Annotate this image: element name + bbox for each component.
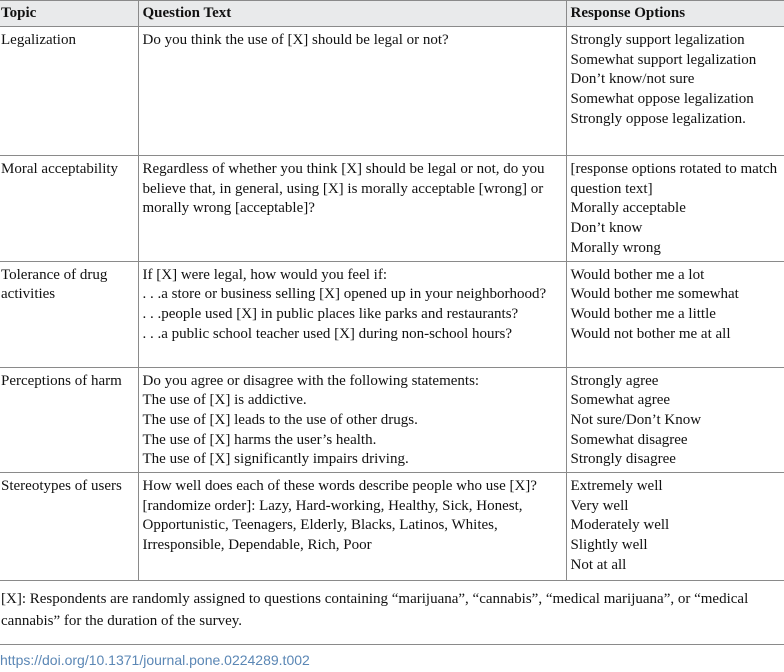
table-footnote: [X]: Respondents are randomly assigned to questions containing “marijuana”, “cannabis”, “medical marijuana”, or “medical cannabis” for the duration of the survey. [1, 591, 749, 629]
question-cell [138, 261, 566, 367]
question-line: Regardless of whether you think [X] should be legal or not, do you believe that, in general, using [X] is morally acceptable [wrong] or morally wrong [acceptable]? [142, 161, 545, 217]
question-cell [138, 473, 566, 581]
response-option: Somewhat support legalization [570, 51, 757, 68]
response-option: Somewhat agree [570, 392, 671, 409]
response-option: Strongly agree [570, 372, 659, 389]
response-option: Not sure/Don’t Know [570, 411, 702, 428]
topic-cell [0, 473, 138, 581]
response-option: Morally acceptable [570, 200, 686, 217]
topic-text: Stereotypes of users [1, 478, 122, 495]
response-option: Strongly oppose legalization. [570, 110, 746, 127]
question-line: The use of [X] leads to the use of other drugs. [142, 411, 418, 428]
response-option: Not at all [570, 556, 627, 573]
responses-cell [566, 27, 784, 156]
question-line: [randomize order]: Lazy, Hard-working, Healthy, Sick, Honest, Opportunistic, Teenagers, Elderly, Blacks, Latinos, Whites, Irresponsible, Dependable, Rich, Poor [142, 497, 523, 554]
response-option: Strongly support legalization [570, 32, 745, 48]
question-line: . . .people used [X] in public places like parks and restaurants? [142, 305, 519, 322]
response-option: Would bother me somewhat [570, 286, 739, 303]
question-line: How well does each of these words describe people who use [X]? [142, 478, 537, 495]
question-line: The use of [X] harms the user’s health. [142, 431, 377, 448]
response-option: Somewhat disagree [570, 431, 688, 448]
response-option: Extremely well [570, 478, 663, 495]
column-header-question: Question Text [138, 1, 566, 27]
response-option: Strongly disagree [570, 451, 676, 468]
response-option: Morally wrong [570, 239, 661, 256]
column-header-topic: Topic [0, 1, 138, 27]
topic-cell [0, 261, 138, 367]
response-option: Don’t know [570, 220, 643, 237]
question-cell [138, 367, 566, 473]
doi-link[interactable]: https://doi.org/10.1371/journal.pone.0224289.t002 [0, 652, 310, 668]
question-cell [138, 156, 566, 262]
responses-cell [566, 367, 784, 473]
table-row [0, 27, 784, 156]
topic-text: Perceptions of harm [1, 372, 122, 389]
response-option: Would bother me a lot [570, 266, 705, 283]
question-cell [138, 27, 566, 156]
table-header-row [0, 1, 784, 27]
table-row [0, 473, 784, 581]
response-option: [response options rotated to match question text] [570, 161, 778, 197]
table-row [0, 367, 784, 473]
response-option: Don’t know/not sure [570, 71, 695, 88]
response-option: Somewhat oppose legalization [570, 91, 754, 108]
topic-text: Tolerance of drug activities [1, 266, 108, 303]
topic-cell [0, 27, 138, 156]
question-line: . . .a store or business selling [X] opened up in your neighborhood? [142, 286, 547, 303]
topic-cell [0, 367, 138, 473]
topic-text: Moral acceptability [1, 161, 119, 177]
table-row [0, 261, 784, 367]
responses-cell [566, 473, 784, 581]
question-line: Do you think the use of [X] should be legal or not? [142, 32, 449, 48]
table-row [0, 156, 784, 262]
divider [0, 644, 784, 645]
question-line: . . .a public school teacher used [X] during non-school hours? [142, 325, 512, 342]
response-option: Very well [570, 497, 629, 514]
question-line: Do you agree or disagree with the following statements: [142, 372, 480, 389]
topic-cell [0, 156, 138, 262]
response-option: Moderately well [570, 517, 670, 534]
response-option: Slightly well [570, 537, 648, 554]
response-option: Would not bother me at all [570, 325, 731, 342]
responses-cell [566, 261, 784, 367]
column-header-responses: Response Options [566, 1, 784, 27]
question-line: The use of [X] significantly impairs driving. [142, 451, 409, 468]
topic-text: Legalization [1, 32, 76, 48]
response-option: Would bother me a little [570, 305, 716, 322]
question-line: The use of [X] is addictive. [142, 392, 307, 409]
responses-cell [566, 156, 784, 262]
question-line: If [X] were legal, how would you feel if: [142, 266, 387, 283]
